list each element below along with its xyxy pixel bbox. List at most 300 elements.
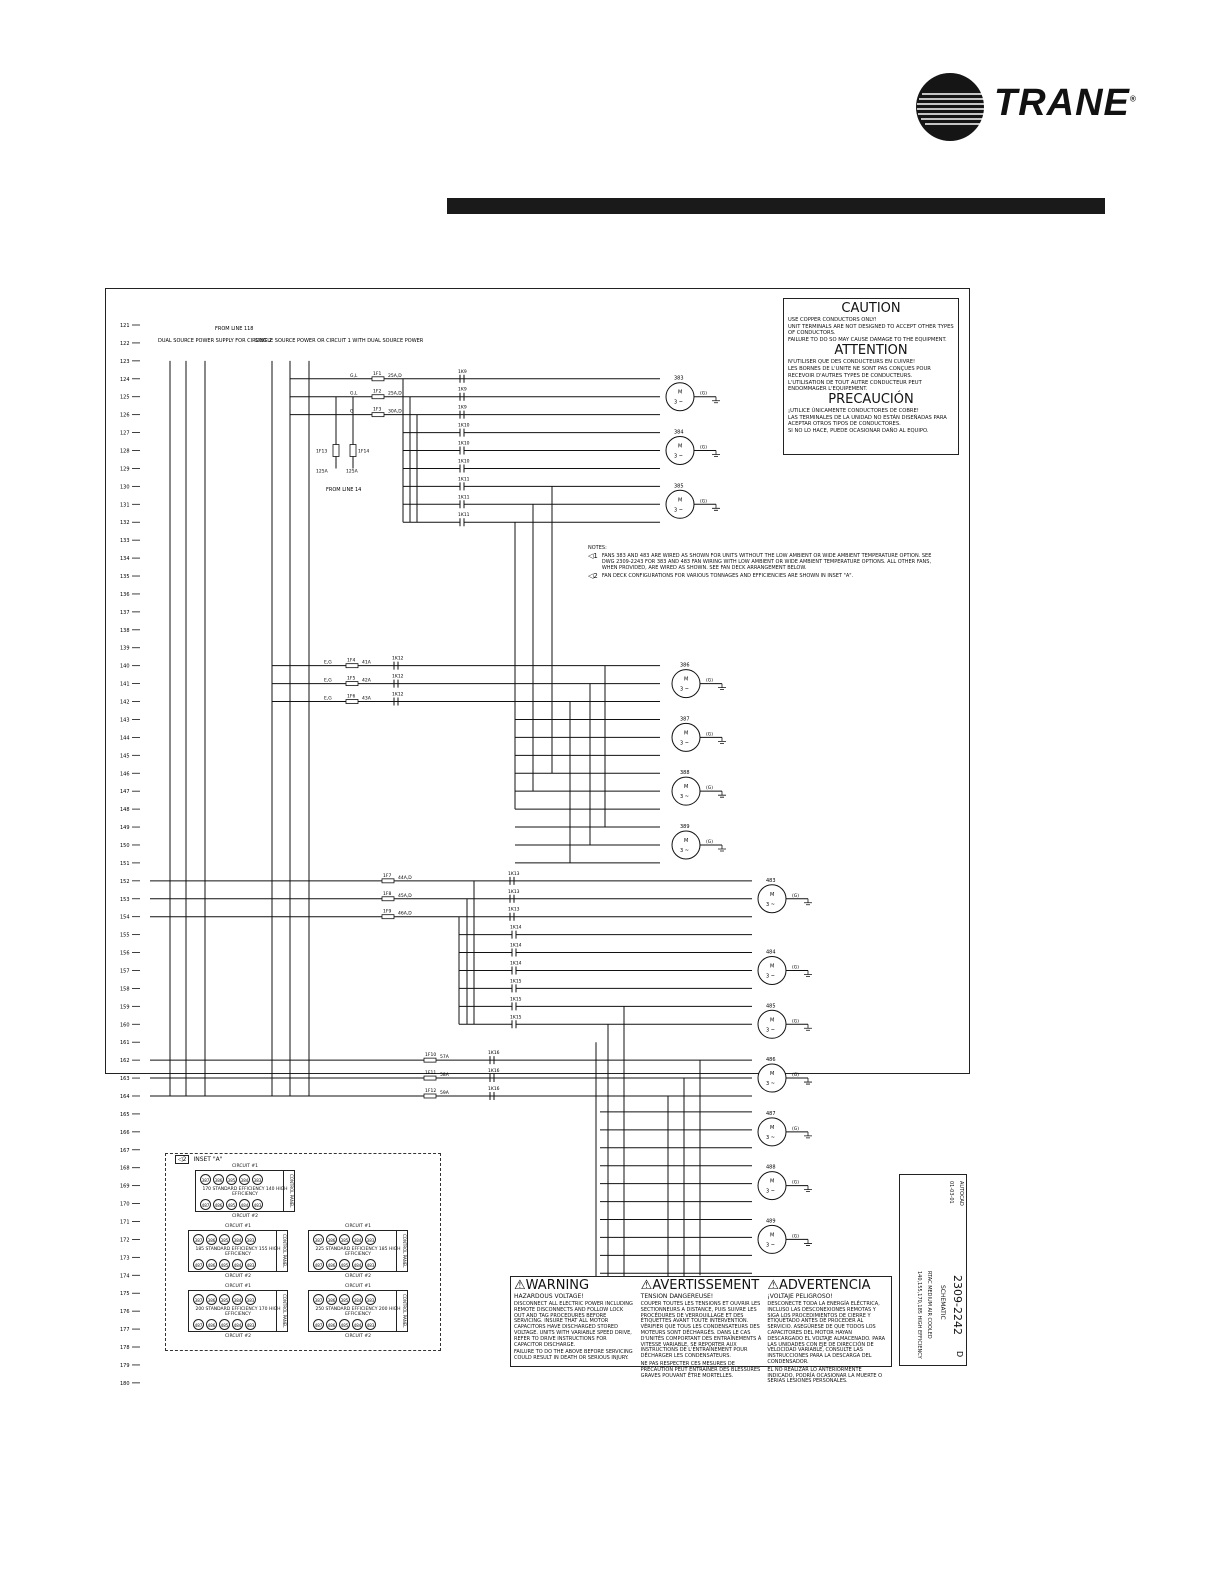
warning-heading: ⚠ADVERTENCIA	[767, 1278, 871, 1293]
fan-position: 487	[313, 1319, 324, 1330]
fuse-id: 1F8	[383, 891, 392, 897]
ground-icon	[804, 1132, 812, 1138]
fan-position: 385	[219, 1294, 230, 1305]
circuit-label: CIRCUIT #2	[345, 1274, 371, 1279]
fuse-body	[372, 413, 384, 417]
warning-box	[510, 1276, 892, 1385]
fan-position: 487	[313, 1259, 324, 1270]
ground-icon	[804, 1024, 812, 1030]
ground-icon	[712, 397, 720, 403]
circuit-label: CIRCUIT #2	[232, 1214, 258, 1219]
circuit-label: CIRCUIT #1	[225, 1284, 251, 1289]
motor-letter: M	[770, 1232, 775, 1239]
fan-deck-panel	[195, 1164, 295, 1219]
contact-label: 1K11	[458, 495, 470, 501]
motor-id: 483	[766, 877, 776, 884]
ground-icon	[718, 737, 726, 743]
fuse-rating: 45A,D	[398, 893, 412, 899]
motor-letter: M	[770, 963, 775, 970]
motor-phase: 3 ~	[674, 399, 683, 406]
fuse-body	[424, 1058, 436, 1062]
drawing-desc: RTAC MEDIUM AIR COOLED	[926, 1271, 932, 1339]
caution-heading-es: PRECAUCIÓN	[828, 391, 914, 407]
line-number: 155	[120, 932, 130, 939]
warning-triangle-icon: ⚠	[514, 1278, 526, 1293]
caution-line: LES BORNES DE L'UNITE NE SONT PAS CONÇUES POUR RECEVOIR D'AUTRES TYPES DE CONDUCTEURS.	[788, 366, 931, 379]
fuse-body	[346, 664, 358, 668]
line-number: 160	[120, 1022, 130, 1029]
caution-line: LAS TERMINALES DE LA UNIDAD NO ESTÁN DISEÑADAS PARA ACEPTAR OTROS TIPOS DE CONDUCTORES.	[788, 414, 947, 428]
warning-text: NE PAS RESPECTER CES MESURES DE PRÉCAUTION PEUT ENTRAÎNER DES BLESSURES GRAVES POUVANT ÊTRE MORTELLES.	[640, 1360, 761, 1379]
ground-tag: (G)	[706, 786, 713, 792]
fan-position: 483	[245, 1259, 256, 1270]
motor-letter: M	[770, 891, 775, 898]
motor-id: 487	[766, 1110, 776, 1117]
control-panel-label: CONTROL PANEL	[276, 1231, 287, 1271]
fuse-body	[382, 897, 394, 901]
motor-letter: M	[770, 1017, 775, 1024]
contact-label: 1K15	[510, 1015, 522, 1021]
fuse-id: 1F7	[383, 873, 392, 879]
contact-label: 1K9	[458, 369, 467, 375]
drawing-desc: 140,155,170,185 HIGH EFFICIENCY	[916, 1271, 922, 1359]
ground-icon	[712, 504, 720, 510]
caution-heading-en: CAUTION	[841, 301, 901, 316]
line-number-column	[120, 323, 140, 1387]
line-number: 128	[120, 448, 130, 455]
circuit-label: CIRCUIT #1	[225, 1224, 251, 1229]
drawing-rev: D	[955, 1351, 964, 1358]
line-number: 176	[120, 1309, 130, 1316]
fan-row	[200, 1199, 263, 1210]
ground-tag: (G)	[792, 965, 799, 971]
line-number: 168	[120, 1165, 130, 1172]
contact-label: 1K12	[392, 674, 404, 680]
fan-position: 487	[193, 1319, 204, 1330]
warning-subheading: ¡VOLTAJE PELIGROSO!	[767, 1293, 833, 1300]
fuse-id: 1F14	[358, 449, 370, 455]
line-number: 132	[120, 520, 130, 527]
line-number: 161	[120, 1040, 130, 1047]
motor-symbol	[758, 956, 786, 984]
line-number: 141	[120, 681, 130, 688]
fan-row	[200, 1174, 263, 1185]
motor-symbol	[666, 383, 694, 411]
fan-deck-panel	[308, 1284, 408, 1339]
line-number: 122	[120, 340, 130, 347]
ground-tag: (G)	[792, 1180, 799, 1186]
fan-position: 485	[219, 1259, 230, 1270]
drawing-number: 2309-2242	[951, 1275, 964, 1335]
motor-symbol	[672, 670, 700, 698]
line-number: 148	[120, 807, 130, 814]
control-panel-label: CONTROL PANEL	[283, 1171, 294, 1211]
contact-label: 1K9	[458, 387, 467, 393]
warning-spanish	[764, 1277, 891, 1385]
circuit-label: CIRCUIT #1	[345, 1224, 371, 1229]
contact-label: 1K16	[488, 1069, 500, 1075]
contact-label: 1K9	[458, 405, 467, 411]
note-marker-icon: ◁1	[588, 552, 598, 560]
ground-icon	[718, 791, 726, 797]
fuse-rating: 25A,D	[388, 391, 402, 397]
contact-label: 1K14	[510, 925, 522, 931]
fuse-tag: G,L	[350, 373, 358, 379]
warning-text: FAILURE TO DO THE ABOVE BEFORE SERVICING COULD RESULT IN DEATH OR SERIOUS INJURY.	[514, 1349, 633, 1362]
ground-icon	[718, 845, 726, 851]
fan-position: 486	[206, 1259, 217, 1270]
motor-letter: M	[678, 389, 683, 396]
ground-icon	[804, 899, 812, 905]
fan-position: 384	[352, 1294, 363, 1305]
motor-id: 386	[680, 662, 690, 669]
contact-label: 1K13	[508, 871, 520, 877]
fan-row	[313, 1319, 376, 1330]
fuse-body	[333, 445, 339, 457]
contact-label: 1K10	[458, 441, 470, 447]
circuit-label: CIRCUIT #2	[225, 1334, 251, 1339]
fan-position: 483	[365, 1259, 376, 1270]
motor-phase: 3 ~	[680, 847, 689, 854]
motor-phase: 3 ~	[766, 1188, 775, 1195]
ground-tag: (G)	[792, 893, 799, 899]
caution-line: N'UTILISER QUE DES CONDUCTEURS EN CUIVRE!	[788, 359, 916, 366]
fuse-rating: 43A	[362, 696, 371, 702]
line-number: 167	[120, 1147, 130, 1154]
line-number: 147	[120, 789, 130, 796]
fan-position: 386	[326, 1294, 337, 1305]
fan-row	[193, 1259, 256, 1270]
ground-tag: (G)	[700, 445, 707, 451]
fan-position: 485	[339, 1319, 350, 1330]
line-number: 163	[120, 1076, 130, 1083]
motor-symbol	[758, 1225, 786, 1253]
line-number: 130	[120, 484, 130, 491]
inset-label: ◁2 INSET "A"	[175, 1155, 223, 1164]
line-number: 144	[120, 735, 130, 742]
line-number: 173	[120, 1255, 130, 1262]
line-number: 146	[120, 771, 130, 778]
efficiency-label: 250 STANDARD EFFICIENCY 200 HIGH EFFICIENCY	[315, 1307, 401, 1317]
fuse-id: 1F12	[425, 1088, 437, 1094]
fan-position: 383	[245, 1234, 256, 1245]
fan-position: 485	[219, 1319, 230, 1330]
fan-position: 485	[339, 1259, 350, 1270]
line-number: 180	[120, 1380, 130, 1387]
contact-label: 1K15	[510, 979, 522, 985]
fan-position: 483	[365, 1319, 376, 1330]
fuse-body	[350, 445, 356, 457]
fuse-id: 1F10	[425, 1053, 437, 1059]
ground-tag: (G)	[706, 839, 713, 845]
fan-position: 384	[239, 1174, 250, 1185]
line-number: 164	[120, 1093, 130, 1100]
motor-symbol	[758, 1010, 786, 1038]
line-number: 177	[120, 1327, 130, 1334]
fan-position: 486	[206, 1319, 217, 1330]
line-number: 169	[120, 1183, 130, 1190]
contact-label: 1K12	[392, 692, 404, 698]
fuse-body	[372, 395, 384, 399]
fan-position: 484	[352, 1319, 363, 1330]
line-number: 174	[120, 1273, 130, 1280]
motor-phase: 3 ~	[766, 1242, 775, 1249]
fan-row	[313, 1294, 376, 1305]
line-number: 157	[120, 968, 130, 975]
notes-title: NOTES:	[588, 545, 607, 551]
ground-tag: (G)	[706, 732, 713, 738]
contact-label: 1K13	[508, 889, 520, 895]
fan-position: 384	[352, 1234, 363, 1245]
motor-phase: 3 ~	[766, 901, 775, 908]
line-number: 156	[120, 950, 130, 957]
motor-symbol	[672, 831, 700, 859]
line-number: 150	[120, 842, 130, 849]
fan-position: 387	[193, 1294, 204, 1305]
fan-position: 484	[232, 1319, 243, 1330]
fan-position: 385	[339, 1234, 350, 1245]
fuse-body	[424, 1094, 436, 1098]
motor-letter: M	[684, 837, 689, 844]
motor-id: 488	[766, 1164, 776, 1171]
fan-row	[313, 1259, 376, 1270]
fan-position: 486	[326, 1319, 337, 1330]
ground-icon	[718, 684, 726, 690]
fuse-tag: E,G	[324, 660, 332, 666]
motor-group	[666, 376, 812, 1254]
motor-phase: 3 ~	[766, 1134, 775, 1141]
line-number: 170	[120, 1201, 130, 1208]
motor-letter: M	[684, 730, 689, 737]
efficiency-label: 185 STANDARD EFFICIENCY 155 HIGH EFFICIENCY	[195, 1247, 281, 1257]
line-number: 145	[120, 753, 130, 760]
ground-icon	[804, 1078, 812, 1084]
line-number: 125	[120, 394, 130, 401]
line-number: 165	[120, 1111, 130, 1118]
fuse-rating: 125A	[316, 469, 328, 475]
warning-triangle-icon: ⚠	[640, 1278, 653, 1293]
line-number: 151	[120, 860, 130, 867]
fuse-group	[316, 369, 522, 1100]
motor-phase: 3 ~	[680, 740, 689, 747]
fan-position: 385	[219, 1234, 230, 1245]
fan-position: 386	[326, 1234, 337, 1245]
fuse-body	[382, 879, 394, 883]
fan-row	[193, 1234, 256, 1245]
fan-deck-panel	[188, 1224, 288, 1279]
ground-icon	[804, 970, 812, 976]
fan-position: 384	[232, 1294, 243, 1305]
contact-label: 1K14	[510, 943, 522, 949]
fan-row	[313, 1234, 376, 1245]
caution-line: SI NO LO HACE, PUEDE OCASIONAR DAÑO AL EQUIPO.	[788, 428, 929, 435]
line-number: 175	[120, 1291, 130, 1298]
note-text: FAN DECK CONFIGURATIONS FOR VARIOUS TONNAGES AND EFFICIENCIES ARE SHOWN IN INSET "A".	[601, 573, 854, 579]
ground-tag: (G)	[792, 1073, 799, 1079]
control-panel-label: CONTROL PANEL	[396, 1291, 407, 1331]
line-number: 127	[120, 430, 130, 437]
motor-letter: M	[770, 1178, 775, 1185]
fuse-tag: G	[350, 409, 354, 415]
caution-heading-fr: ATTENTION	[834, 343, 908, 359]
fan-row	[193, 1319, 256, 1330]
title-date: 01-03-01	[948, 1181, 954, 1204]
fan-position: 386	[206, 1234, 217, 1245]
motor-phase: 3 ~	[674, 453, 683, 460]
fan-row	[193, 1294, 256, 1305]
fan-position: 383	[365, 1294, 376, 1305]
ground-icon	[712, 451, 720, 457]
caution-line: USE COPPER CONDUCTORS ONLY!	[788, 317, 877, 323]
fuse-tag: E,G	[324, 696, 332, 702]
line-number: 154	[120, 914, 130, 921]
motor-phase: 3 ~	[674, 507, 683, 514]
efficiency-label: 200 STANDARD EFFICIENCY 170 HIGH EFFICIENCY	[195, 1307, 281, 1317]
caution-line: UNIT TERMINALS ARE NOT DESIGNED TO ACCEPT OTHER TYPES OF CONDUCTORS.	[788, 324, 954, 337]
circuit-label: CIRCUIT #1	[345, 1284, 371, 1289]
fan-position: 383	[252, 1174, 263, 1185]
line-number: 153	[120, 896, 130, 903]
fuse-id: 1F4	[347, 658, 356, 664]
motor-phase: 3 ~	[680, 686, 689, 693]
motor-id: 484	[766, 949, 776, 956]
fuse-body	[346, 682, 358, 686]
note-marker-icon: ◁2	[588, 572, 598, 580]
line-number: 129	[120, 466, 130, 473]
motor-letter: M	[770, 1124, 775, 1131]
motor-id: 383	[674, 375, 684, 382]
fuse-id: 1F9	[383, 909, 392, 915]
contact-label: 1K15	[510, 997, 522, 1003]
label-from-line-118: FROM LINE 118	[215, 326, 254, 332]
fuse-id: 1F6	[347, 694, 356, 700]
warning-subheading: HAZARDOUS VOLTAGE!	[514, 1293, 584, 1300]
motor-symbol	[666, 437, 694, 465]
warning-french	[638, 1277, 765, 1379]
efficiency-label: 170 STANDARD EFFICIENCY 140 HIGH EFFICIENCY	[202, 1187, 288, 1197]
contact-label: 1K10	[458, 423, 470, 429]
warning-heading: ⚠AVERTISSEMENT	[640, 1278, 760, 1293]
motor-phase: 3 ~	[766, 1027, 775, 1034]
ground-icon	[804, 1239, 812, 1245]
fuse-body	[424, 1076, 436, 1080]
ground-tag: (G)	[700, 391, 707, 397]
motor-id: 388	[680, 770, 690, 777]
fan-position: 387	[200, 1174, 211, 1185]
contact-label: 1K12	[392, 656, 404, 662]
fan-position: 483	[245, 1319, 256, 1330]
circuit-label: CIRCUIT #2	[345, 1334, 371, 1339]
label-from-line-14: FROM LINE 14	[326, 487, 362, 493]
fan-deck-panel	[308, 1224, 408, 1279]
line-number: 140	[120, 663, 130, 670]
warning-text: DESCONECTE TODA LA ENERGÍA ELÉCTRICA, INCLUSO LAS DESCONEXIONES REMOTAS Y SIGA LOS PROCEDIMIENTOS DE CIERRE Y ETIQUETADO ANTES DE PROCEDER AL SERVICIO. ASEGÚRESE DE QUE TODOS LOS CAPACITORES DEL MOTOR HAYAN DESCARGADO EL VOLTAJE ALMACENADO. PARA LAS UNIDADES CON EJE DE DIRECCIÓN DE VELOCIDAD VARIABLE, CONSULTE LAS INSTRUCCIONES PARA LA DESCARGA DEL CONDENSADOR.	[767, 1301, 886, 1365]
label-single-source: SINGLE SOURCE POWER OR CIRCUIT 1 WITH DUAL SOURCE POWER	[255, 338, 424, 344]
note-item	[588, 573, 938, 580]
line-number: 121	[120, 323, 130, 329]
efficiency-label: 225 STANDARD EFFICIENCY 185 HIGH EFFICIENCY	[315, 1247, 401, 1257]
motor-symbol	[758, 1064, 786, 1092]
fuse-id: 1F11	[425, 1071, 437, 1077]
fan-position: 383	[365, 1234, 376, 1245]
warning-text: EL NO REALIZAR LO ANTERIORMENTE INDICADO, PODRÍA OCASIONAR LA MUERTE O SERIAS LESIONES PERSONALES.	[767, 1366, 883, 1385]
line-number: 172	[120, 1237, 130, 1244]
note-text: FANS 383 AND 483 ARE WIRED AS SHOWN FOR UNITS WITHOUT THE LOW AMBIENT OR WIDE AMBIENT TEMPERATURE OPTION. SEE DWG 2309-2243 FOR 383 AND 483 FAN WIRING WITH LOW AMBIENT OR WIDE AMBIENT TEMPERATURE OPTIONS. ALL OTHER FANS, WHEN PROVIDED, ARE WIRED AS SHOWN. SEE FAN DECK ARRANGEMENT BELOW.	[601, 553, 932, 571]
fan-position: 385	[339, 1294, 350, 1305]
caution-line: ¡UTILICE ÚNICAMENTE CONDUCTORES DE COBRE!	[788, 407, 919, 414]
control-panel-label: CONTROL PANEL	[396, 1231, 407, 1271]
motor-id: 485	[766, 1003, 776, 1010]
fuse-rating: 30A,D	[388, 409, 402, 415]
line-number: 178	[120, 1345, 130, 1352]
contact-label: 1K11	[458, 477, 470, 483]
motor-phase: 3 ~	[766, 1081, 775, 1088]
fan-position: 385	[226, 1174, 237, 1185]
line-number: 133	[120, 538, 130, 545]
fan-position: 486	[326, 1259, 337, 1270]
line-number: 134	[120, 556, 130, 563]
motor-letter: M	[684, 676, 689, 683]
fuse-rating: 25A,D	[388, 373, 402, 379]
motor-symbol	[666, 490, 694, 518]
fan-position: 487	[193, 1259, 204, 1270]
line-number: 124	[120, 376, 130, 383]
warning-triangle-icon: ⚠	[767, 1278, 779, 1293]
fan-position: 484	[352, 1259, 363, 1270]
line-number: 152	[120, 878, 130, 885]
line-number: 131	[120, 502, 130, 509]
fan-position: 386	[213, 1174, 224, 1185]
line-number: 179	[120, 1362, 130, 1369]
ground-icon	[804, 1186, 812, 1192]
line-number: 171	[120, 1219, 130, 1226]
fuse-tag: G,L	[350, 391, 358, 397]
line-number: 123	[120, 358, 130, 365]
motor-id: 486	[766, 1057, 776, 1064]
motor-id: 489	[766, 1218, 776, 1225]
motor-phase: 3 ~	[680, 794, 689, 801]
title-block	[899, 1174, 967, 1366]
fan-position: 484	[239, 1199, 250, 1210]
title-format: AUTOCAD	[958, 1181, 964, 1206]
fuse-rating: 57A	[440, 1055, 449, 1061]
line-number: 142	[120, 699, 130, 706]
ground-tag: (G)	[792, 1126, 799, 1132]
ground-tag: (G)	[792, 1234, 799, 1240]
contact-label: 1K13	[508, 907, 520, 913]
motor-letter: M	[678, 497, 683, 504]
fan-position: 386	[206, 1294, 217, 1305]
motor-symbol	[672, 723, 700, 751]
fan-position: 486	[213, 1199, 224, 1210]
circuit-label: CIRCUIT #2	[225, 1274, 251, 1279]
motor-id: 389	[680, 823, 690, 830]
motor-symbol	[758, 1118, 786, 1146]
line-number: 136	[120, 591, 130, 598]
motor-symbol	[758, 1172, 786, 1200]
line-number: 126	[120, 412, 130, 419]
fuse-rating: 125A	[346, 469, 358, 475]
line-number: 135	[120, 574, 130, 581]
drawing-type: SCHEMATIC	[939, 1285, 946, 1320]
notes-section	[588, 545, 938, 580]
line-number: 137	[120, 609, 130, 616]
caution-box	[783, 298, 959, 455]
fan-position: 387	[313, 1234, 324, 1245]
warning-text: COUPER TOUTES LES TENSIONS ET OUVRIR LES SECTIONNEURS A DISTANCE, PUIS SUIVRE LES PROCÉDURES DE VERROUILLAGE ET DES ÉTIQUETTES AVANT TOUTE INTERVENTION. VÉRIFIER QUE TOUS LES CONDENSATEURS DES MOTEURS SONT DÉCHARGÉS. DANS LE CAS D'UNITÉS COMPORTANT DES ENTRAÎNEMENTS À VITESSE VARIABLE, SE REPORTER AUX INSTRUCTIONS DE L'ENTRAÎNEMENT POUR DÉCHARGER LES CONDENSATEURS.	[640, 1301, 762, 1360]
circuit-label: CIRCUIT #1	[232, 1164, 258, 1169]
motor-letter: M	[678, 443, 683, 450]
